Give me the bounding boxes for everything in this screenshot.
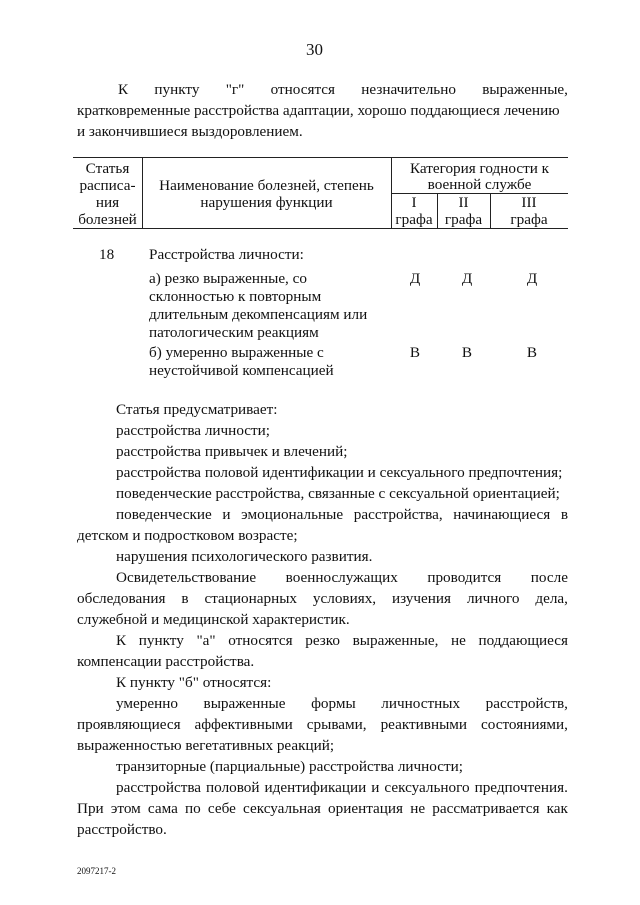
body-line: компенсации расстройства.: [77, 653, 255, 670]
word: дела,: [535, 590, 568, 607]
word: эмоциональные: [241, 506, 344, 523]
header-name: Наименование болезней, степень: [159, 177, 374, 194]
body-line: расстройство.: [77, 821, 167, 838]
word: в: [181, 590, 189, 607]
header-name: нарушения функции: [200, 194, 333, 211]
page-number: 30: [306, 40, 323, 59]
word: проводится: [427, 569, 502, 586]
body-line: [116, 506, 568, 524]
header-article-line: расписа-: [79, 177, 136, 194]
word: после: [530, 569, 568, 586]
body-line: [116, 779, 568, 797]
body-line: расстройства привычек и влечений;: [116, 443, 348, 460]
word: изучения: [392, 590, 452, 607]
header-article-line: ния: [95, 194, 120, 211]
word: незначительно: [361, 81, 456, 98]
body-line: поведенческие расстройства, связанные с сексуальной ориентацией;: [116, 485, 560, 502]
row-title: Расстройства личности:: [149, 246, 304, 263]
word: пункту: [154, 81, 200, 98]
word: проявляющиеся: [77, 716, 181, 733]
item-b-text: б) умеренно выраженные с: [149, 344, 324, 361]
header-category: Категория годности к: [409, 160, 550, 177]
word: К: [118, 81, 129, 98]
item-b-grade-2: В: [461, 344, 473, 361]
word: состояниями,: [481, 716, 568, 733]
item-a-grade-1: Д: [409, 270, 421, 287]
word: срывами,: [306, 716, 367, 733]
body-line: служебной и медицинской характеристик.: [77, 611, 350, 628]
header-col-2-num: II: [458, 194, 469, 211]
word: личного: [466, 590, 520, 607]
word: себе: [207, 800, 236, 817]
word: начинающиеся: [453, 506, 551, 523]
word: и: [371, 779, 380, 796]
word: сексуального: [384, 779, 470, 796]
body-line: [116, 569, 568, 587]
word: "а": [196, 632, 216, 649]
item-b-text: неустойчивой компенсацией: [149, 362, 334, 379]
word: расстройств,: [485, 695, 568, 712]
word: аффективными: [194, 716, 293, 733]
word: формы: [311, 695, 356, 712]
item-a-text: а) резко выраженные, со: [149, 270, 307, 287]
body-line: [116, 632, 568, 650]
word: этом: [110, 800, 141, 817]
header-col-1-num: I: [411, 194, 417, 211]
word: сексуальная: [243, 800, 321, 817]
word: относятся: [228, 632, 293, 649]
word: стационарных: [204, 590, 297, 607]
header-col-3-label: графа: [510, 211, 548, 228]
word: личностных: [381, 695, 461, 712]
word: по: [185, 800, 201, 817]
header-col-1-label: графа: [395, 211, 433, 228]
word: К: [116, 632, 127, 649]
word: в: [560, 506, 568, 523]
body-line: транзиторные (парциальные) расстройства личности;: [116, 758, 463, 775]
word: выраженные,: [482, 81, 568, 98]
word: идентификации: [264, 779, 367, 796]
word: военнослужащих: [285, 569, 398, 586]
item-b-grade-1: В: [409, 344, 421, 361]
header-article-line: Статья: [85, 160, 130, 177]
intro-line-3: и закончившиеся выздоровлением.: [77, 123, 303, 140]
word: умеренно: [116, 695, 178, 712]
body-line: [77, 800, 568, 818]
header-col-3-num: III: [521, 194, 537, 211]
word: и: [222, 506, 231, 523]
header-article-line: болезней: [78, 211, 137, 228]
word: рассматривается: [432, 800, 540, 817]
word: выраженные,: [352, 632, 439, 649]
word: При: [77, 800, 104, 817]
word: расстройства,: [353, 506, 443, 523]
word: реактивными: [380, 716, 468, 733]
word: поведенческие: [116, 506, 212, 523]
word: Освидетельствование: [116, 569, 257, 586]
body-line: детском и подростковом возрасте;: [77, 527, 298, 544]
item-a-grade-2: Д: [461, 270, 473, 287]
body-line: нарушения психологического развития.: [116, 548, 373, 565]
word: расстройства: [116, 779, 202, 796]
word: сама: [147, 800, 178, 817]
word: как: [546, 800, 568, 817]
body-line: К пункту "б" относятся:: [116, 674, 272, 691]
item-a-text: патологическим реакциям: [149, 324, 319, 341]
item-b-grade-3: В: [526, 344, 538, 361]
word: выраженные: [203, 695, 286, 712]
word: обследования: [77, 590, 166, 607]
word: резко: [305, 632, 340, 649]
body-line: [77, 716, 568, 734]
body-line: расстройства личности;: [116, 422, 271, 439]
word: "г": [225, 81, 245, 98]
header-category: военной службе: [427, 176, 532, 193]
body-line: [116, 695, 568, 713]
word: не: [451, 632, 466, 649]
word: ориентация: [328, 800, 404, 817]
word: пункту: [138, 632, 184, 649]
body-line: [77, 590, 568, 608]
row-number: 18: [99, 246, 115, 263]
word: относятся: [270, 81, 336, 98]
body-line: расстройства половой идентификации и сексуального предпочтения;: [116, 464, 563, 481]
header-col-2-label: графа: [444, 211, 483, 228]
item-a-text: склонностью к повторным: [149, 288, 322, 305]
intro-line-1: [118, 81, 568, 99]
word: предпочтения.: [474, 779, 568, 796]
word: поддающиеся: [478, 632, 568, 649]
word: не: [410, 800, 426, 817]
body-line: Статья предусматривает:: [116, 401, 278, 418]
body-line: выраженностью вегетативных реакций;: [77, 737, 335, 754]
item-a-text: длительным декомпенсациям или: [149, 306, 368, 323]
item-a-grade-3: Д: [526, 270, 538, 287]
word: половой: [206, 779, 260, 796]
word: условиях,: [312, 590, 377, 607]
intro-line-2: кратковременные расстройства адаптации, хорошо поддающиеся лечению: [77, 102, 560, 119]
footer-code: 2097217-2: [77, 866, 116, 876]
